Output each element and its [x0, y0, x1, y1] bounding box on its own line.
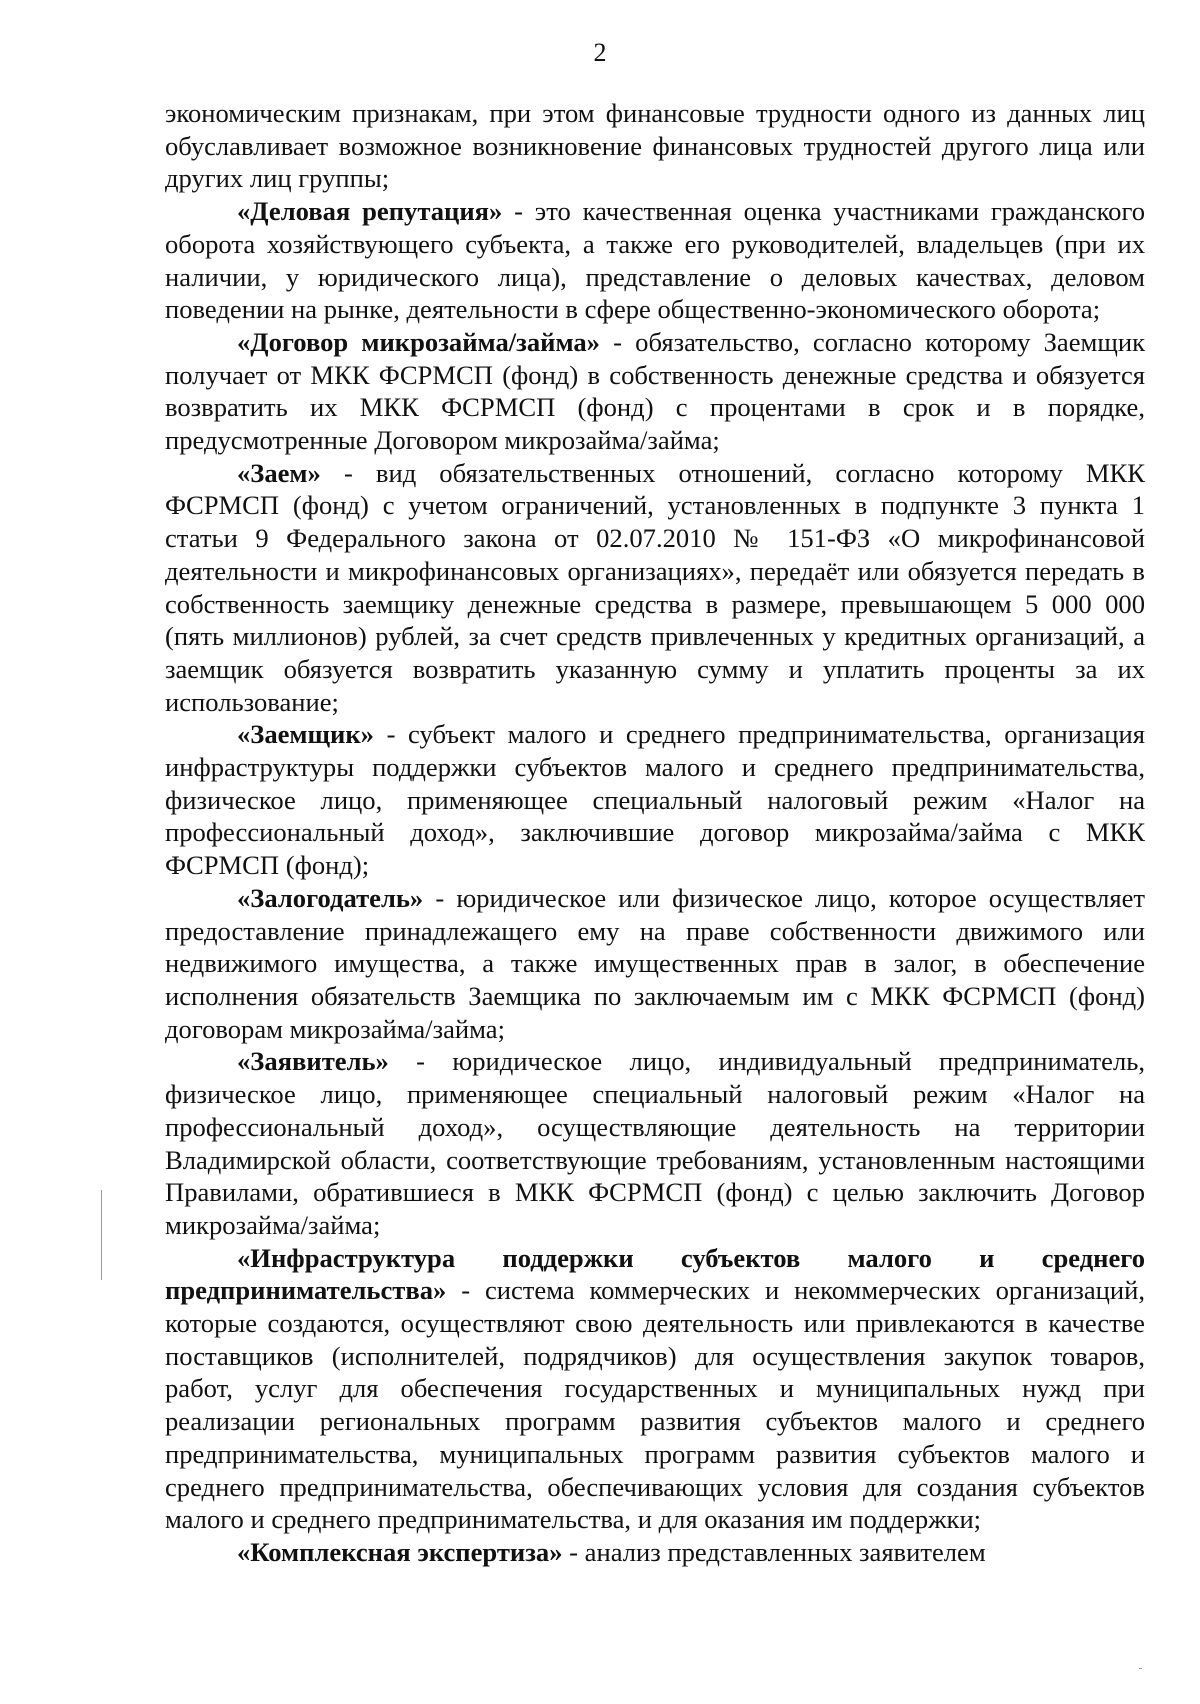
definition-sme-support-infrastructure [165, 1242, 1145, 1536]
definition-pledger [165, 882, 1145, 1046]
definition-term: «Комплексная экспертиза» [237, 1536, 563, 1567]
document-body [165, 97, 1145, 1569]
definition-text: - юридическое лицо, индивидуальный предприниматель, физическое лицо, применяющее специальный налоговый режим «Налог на профессиональный доход», осуществляющие деятельность на территории Владимирской области, соответствующие требованиям, установленным настоящими Правилами, обратившиеся в МКК ФСРМСП (фонд) с целью заключить Договор микрозайма/займа; [165, 1046, 1145, 1240]
definition-term: «Заемщик» [237, 719, 374, 750]
definition-text: - юридическое или физическое лицо, которое осуществляет предоставление принадлежащего ему на праве собственности движимого или недвижимого имущества, а также имущественных прав в залог, в обеспечение исполнения обязательств Заемщика по заключаемым им с МКК ФСРМСП (фонд) договорам микрозайма/займа; [165, 882, 1145, 1044]
definition-text: - это качественная оценка участниками гражданского оборота хозяйствующего субъекта, а также его руководителей, владельцев (при их наличии, у юридического лица), представление о деловых качествах, деловом поведении на рынке, деятельности в сфере общественно-экономического оборота; [165, 196, 1146, 325]
definition-business-reputation [165, 195, 1145, 326]
definition-term: «Деловая репутация» [237, 196, 503, 227]
definition-loan [165, 457, 1145, 719]
page-number: 2 [593, 38, 607, 67]
definition-term: «Инфраструктура поддержки субъектов малого и среднего предпринимательства» [165, 1242, 1145, 1306]
definition-term: «Заявитель» [237, 1046, 389, 1077]
definition-comprehensive-expertise [165, 1536, 1145, 1569]
definition-text: - обязательство, согласно которому Заемщик получает от МКК ФСРМСП (фонд) в собственность денежные средства и обязуется возвратить их МКК ФСРМСП (фонд) с процентами в срок и в порядке, предусмотренные Договором микрозайма/займа; [165, 326, 1145, 456]
paragraph-text: экономическим признакам, при этом финансовые трудности одного из данных лиц обуславливает возможное возникновение финансовых трудностей другого лица или других лиц группы; [165, 98, 1145, 194]
definition-term: «Заем» [237, 457, 321, 488]
definition-text: - вид обязательственных отношений, согласно которому МКК ФСРМСП (фонд) с учетом ограничений, установленных в подпункте 3 пункта 1 статьи 9 Федерального закона от 02.07.2010 № 151-ФЗ «О микрофинансовой деятельности и микрофинансовых организациях», передаёт или обязуется передать в собственность заемщику денежные средства в размере, превышающем 5 000 000 (пять миллионов) рублей, за счет средств привлеченных у кредитных организаций, а заемщик обязуется возвратить указанную сумму и уплатить проценты за их использование; [165, 457, 1145, 717]
definition-borrower [165, 718, 1145, 882]
scan-artifact-left-margin [101, 1190, 102, 1280]
definition-text: - анализ представленных заявителем [562, 1536, 986, 1567]
scan-artifact-bottom-right [1139, 1668, 1142, 1669]
definition-applicant [165, 1045, 1145, 1241]
definition-text: - субъект малого и среднего предпринимательства, организация инфраструктуры поддержки субъектов малого и среднего предпринимательства, физическое лицо, применяющее специальный налоговый режим «Налог на профессиональный доход», заключившие договор микрозайма/займа с МКК ФСРМСП (фонд); [165, 719, 1145, 881]
definition-term: «Договор микрозайма/займа» [237, 326, 600, 357]
paragraph-continuation [165, 97, 1145, 195]
definition-term: «Залогодатель» [237, 882, 424, 913]
definition-loan-agreement [165, 326, 1145, 457]
definition-text: - система коммерческих и некоммерческих организаций, которые создаются, осуществляют свою деятельность или привлекаются в качестве поставщиков (исполнителей, подрядчиков) для осуществления закупок товаров, работ, услуг для обеспечения государственных и муниципальных нужд при реализации региональных программ развития субъектов малого и среднего предпринимательства, муниципальных программ развития субъектов малого и среднего предпринимательства, обеспечивающих условия для создания субъектов малого и среднего предпринимательства, и для оказания им поддержки; [165, 1275, 1145, 1535]
